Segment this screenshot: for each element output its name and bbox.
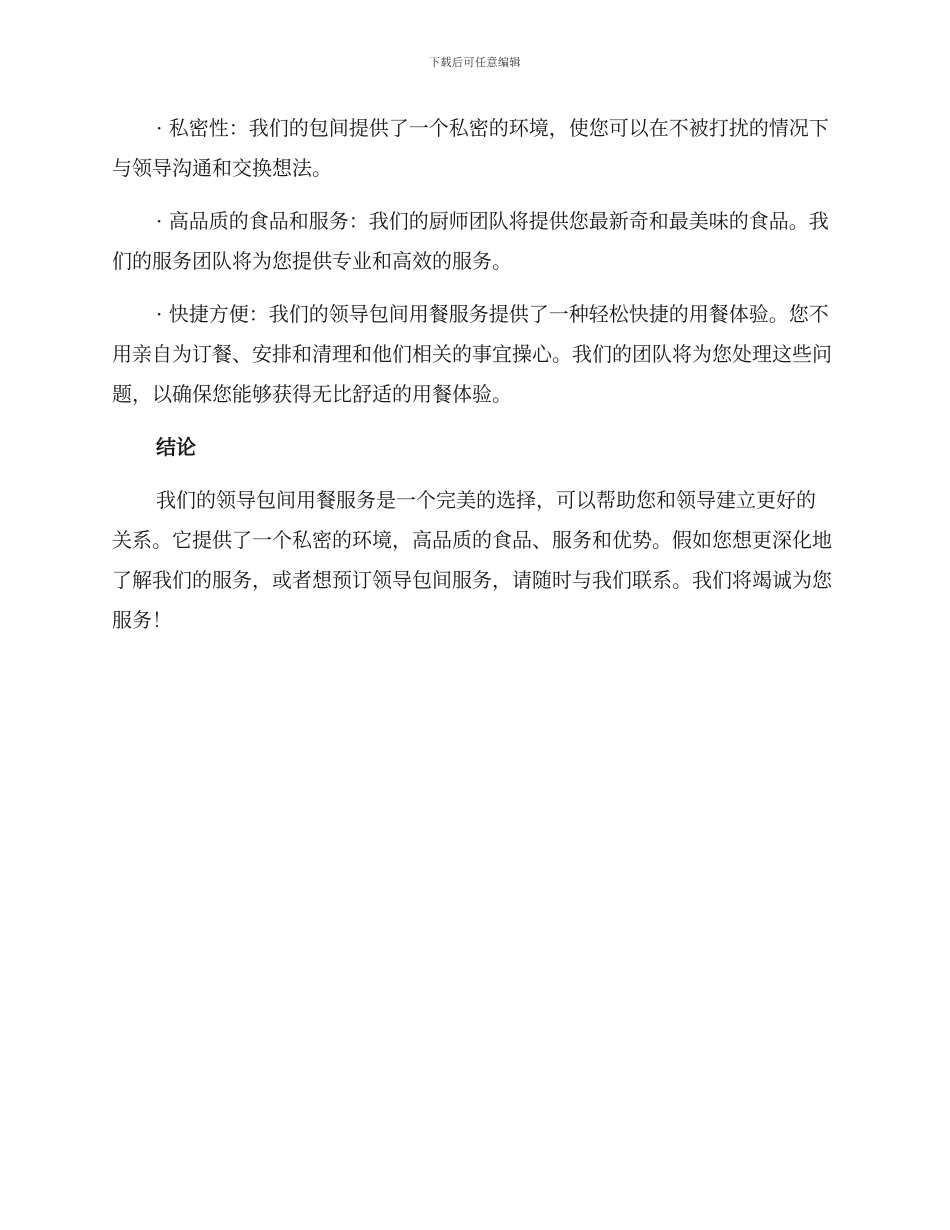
bullet-paragraph-convenience: · 快捷方便：我们的领导包间用餐服务提供了一种轻松快捷的用餐体验。您不用亲自为订餐、安排和清理和他们相关的事宜操心。我们的团队将为您处理这些问题，以确保您能够获得无比舒适的用餐体验。 (112, 302, 832, 406)
bullet-paragraph-privacy: · 私密性：我们的包间提供了一个私密的环境，使您可以在不被打扰的情况下与领导沟通和交换想法。 (112, 116, 829, 180)
conclusion-heading: 结论 (156, 435, 196, 459)
page-header-note: 下载后可任意编辑 (429, 56, 521, 69)
document-body (112, 108, 832, 653)
conclusion-paragraph: 我们的领导包间用餐服务是一个完美的选择，可以帮助您和领导建立更好的关系。它提供了一个私密的环境，高品质的食品、服务和优势。假如您想更深化地了解我们的服务，或者想预订领导包间服务，请随时与我们联系。我们将竭诚为您服务！ (112, 488, 832, 632)
bullet-paragraph-quality: · 高品质的食品和服务：我们的厨师团队将提供您最新奇和最美味的食品。我们的服务团队将为您提供专业和高效的服务。 (112, 209, 829, 273)
